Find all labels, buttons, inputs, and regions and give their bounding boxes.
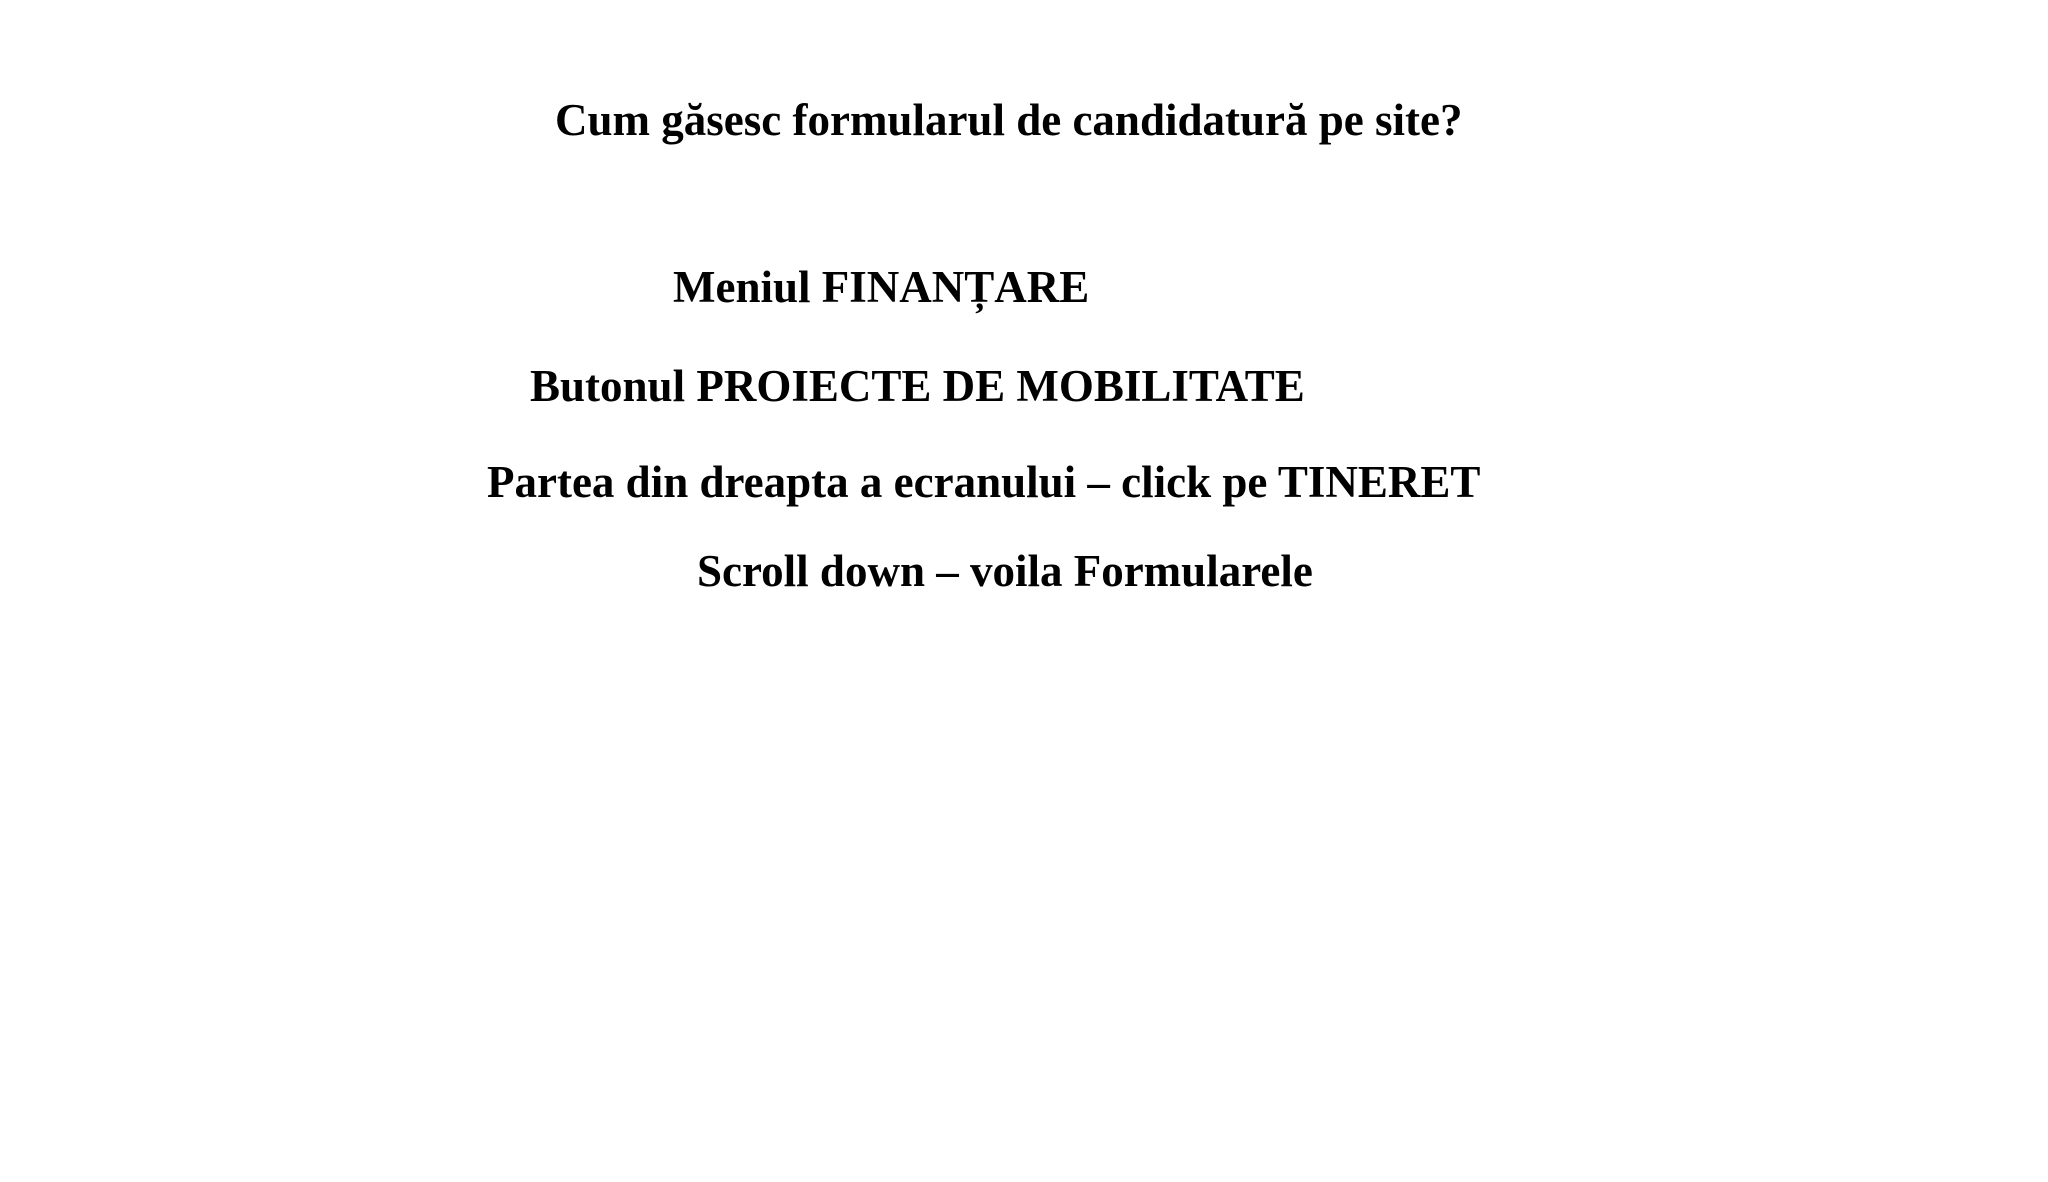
- step-click-tineret: Partea din dreapta a ecranului – click pe TINERET: [487, 457, 1481, 507]
- slide-title: Cum găsesc formularul de candidatură pe site?: [555, 95, 1463, 145]
- step-button-proiecte-mobilitate: Butonul PROIECTE DE MOBILITATE: [530, 361, 1305, 411]
- step-menu-finantare: Meniul FINANȚARE: [673, 262, 1090, 312]
- step-scroll-down-formulare: Scroll down – voila Formularele: [697, 546, 1313, 596]
